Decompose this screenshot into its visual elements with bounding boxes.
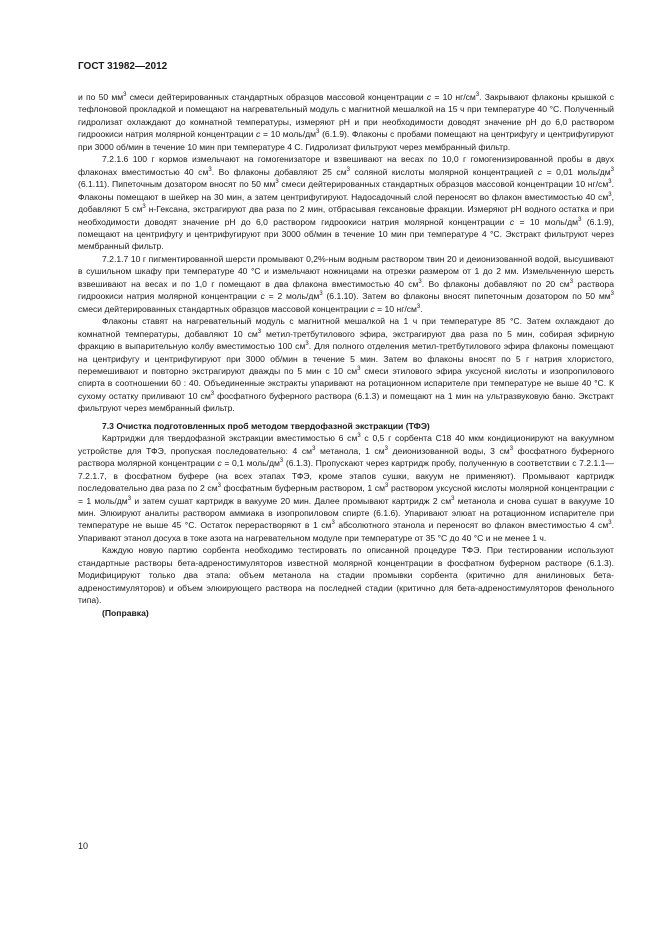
document-body [78,91,614,619]
paragraph: Каждую новую партию сорбента необходимо тестировать по описанной процедуре ТФЭ. При тестировании используют стандартные растворы бета-адреностимуляторов известной молярной концентрации в фосфатном буферном растворе (6.1.3). Модифицируют только два этапа: объем метанола на стадии промывки сорбента (критично для анилиновых бета-адреностимуляторов) и объем элюирующего раствора на последней стадии (критично для бета-адреностимуляторов фенольного типа). [78,545,614,606]
paragraph: Картриджи для твердофазной экстракции вместимостью 6 $см^3$ с 0,5 г сорбента С18 40 мкм кондиционируют на вакуумном устройстве для ТФЭ, пропуская последовательно: 4 $см^3$ метанола, 1 $см^3$ деионизованной воды, 3 $см^3$ фосфатного буферного раствора молярной концентрации с = 0,1 моль/$дм^3$ (6.1.3). Пропускают через картридж пробу, полученную в соответствии с 7.2.1.1—7.2.1.7, в фосфатном буфере (на всех этапах ТФЭ, кроме этапов сушки, вакуум не применяют). Промывают картридж последовательно два раза по 2 $см^3$ фосфатным буферным раствором, 1 $см^3$ раствором уксусной кислоты молярной концентрации с = 1 моль/$дм^3$ и затем сушат картридж в вакууме 20 мин. Далее промывают картридж 2 $см^3$ метанола и снова сушат в вакууме 10 мин. Элюируют аналиты раствором аммиака в изопропиловом спирте (6.1.6). Упаривают элюат на ротационном испарителе при температуре не выше 45 °С. Остаток перерастворяют в 1 $см^3$ абсолютного этанола и переносят во флакон вместимостью 4 $см^3$. Упаривают этанол досуха в токе азота на нагревательном модуле при температуре от 35 °С до 40 °С и не менее 1 ч. [78,433,614,543]
page-number: 10 [78,841,89,851]
paragraph: Флаконы ставят на нагревательный модуль с магнитной мешалкой на 1 ч при температуре 85 °С. Затем охлаждают до комнатной температуры, добавляют 10 $см^3$ метил-третбутилового эфира, экстрагируют два раза по 5 мин, собирая эфирную фракцию в выпарительную колбу вместимостью 100 $см^3$. Для полного отделения метил-третбутилового эфира флаконы помещают на центрифугу и центрифугируют при 3000 об/мин в течение 5 мин. Затем во флаконы вносят по 5 г натрия хлористого, перемешивают и повторно экстрагируют дважды по 5 мин с 10 $см^3$ смеси этилового эфира уксусной кислоты и изопропилового спирта в соотношении 60 : 40. Объединенные экстракты упаривают на ротационном испарителе при температуре не выше 40 °С. К сухому остатку приливают 10 $см^3$ фосфатного буферного раствора (6.1.3) и помещают на 1 мин на ультразвуковую баню. Экстракт фильтруют через мембранный фильтр. [78,316,615,414]
document-header: ГОСТ 31982—2012 [78,61,168,72]
paragraph: 7.2.1.7 10 г пигментированной шерсти промывают 0,2%-ным водным раствором твин 20 и деионизованной водой, высушивают в сушильном шкафу при температуре 40 °С и измельчают ножницами на отрезки размером от 1 до 2 мм. Измельченную шерсть взвешивают на весах и по 1,0 г помещают в два флакона вместимостью 40 $см^3$. Во флаконы добавляют по 20 $см^3$ раствора гидроокиси натрия молярной концентрации с = 2 моль/$дм^3$ (6.1.10). Затем во флаконы вносят пипеточным дозатором по 50 $мм^3$ смеси дейтерированных стандартных образцов массовой концентрации с = 10 $нг/см^3$. [78,253,615,314]
paragraph: 7.2.1.6 100 г кормов измельчают на гомогенизаторе и взвешивают на весах по 10,0 г гомогенизированной пробы в двух флаконах вместимостью 40 $см^3$. Во флаконы добавляют 25 $см^3$ соляной кислоты молярной концентрацией с = 0,01 моль/$дм^3$ (6.1.11). Пипеточным дозатором вносят по 50 $мм^3$ смеси дейтерированных стандартных образцов массовой концентрации 10 $нг/см^3$. Флаконы помещают в шейкер на 30 мин, а затем центрифугируют. Надосадочный слой переносят во флакон вместимостью 40 $см^3$, добавляют 5 $см^3$ н-Гексана, экстрагируют два раза по 2 мин, отбрасывая гексановые фракции. Измеряют рН водного остатка и при необходимости доводят значение рН до 6,0 раствором гидроокиси натрия молярной концентрации с = 10 моль/$дм^3$ (6.1.9), помещают на центрифугу и центрифугируют при 3000 об/мин в течение 10 мин при температуре 4 °С. Экстракт фильтруют через мембранный фильтр. [78,154,614,252]
section-heading: 7.3 Очистка подготовленных проб методом твердофазной экстракции (ТФЭ) [102,420,430,431]
paragraph: (Поправка) [102,607,149,618]
paragraph: и по 50 $мм^3$ смеси дейтерированных стандартных образцов массовой концентрации с = 10 $нг/см^3$. Закрывают флаконы крышкой с тефлоновой прокладкой и помещают на нагревательный модуль с магнитной мешалкой на 15 ч при температуре 40 °С. Полученный гидролизат охлаждают до комнатной температуры, измеряют рН и при необходимости доводят значение рН до 6,0 раствором гидроокиси натрия молярной концентрации с = 10 моль/$дм^3$ (6.1.9). Флаконы с пробами помещают на центрифугу и центрифугируют при 3000 об/мин в течение 10 мин при температуре 4 С. Гидролизат фильтруют через мембранный фильтр. [78,92,614,152]
